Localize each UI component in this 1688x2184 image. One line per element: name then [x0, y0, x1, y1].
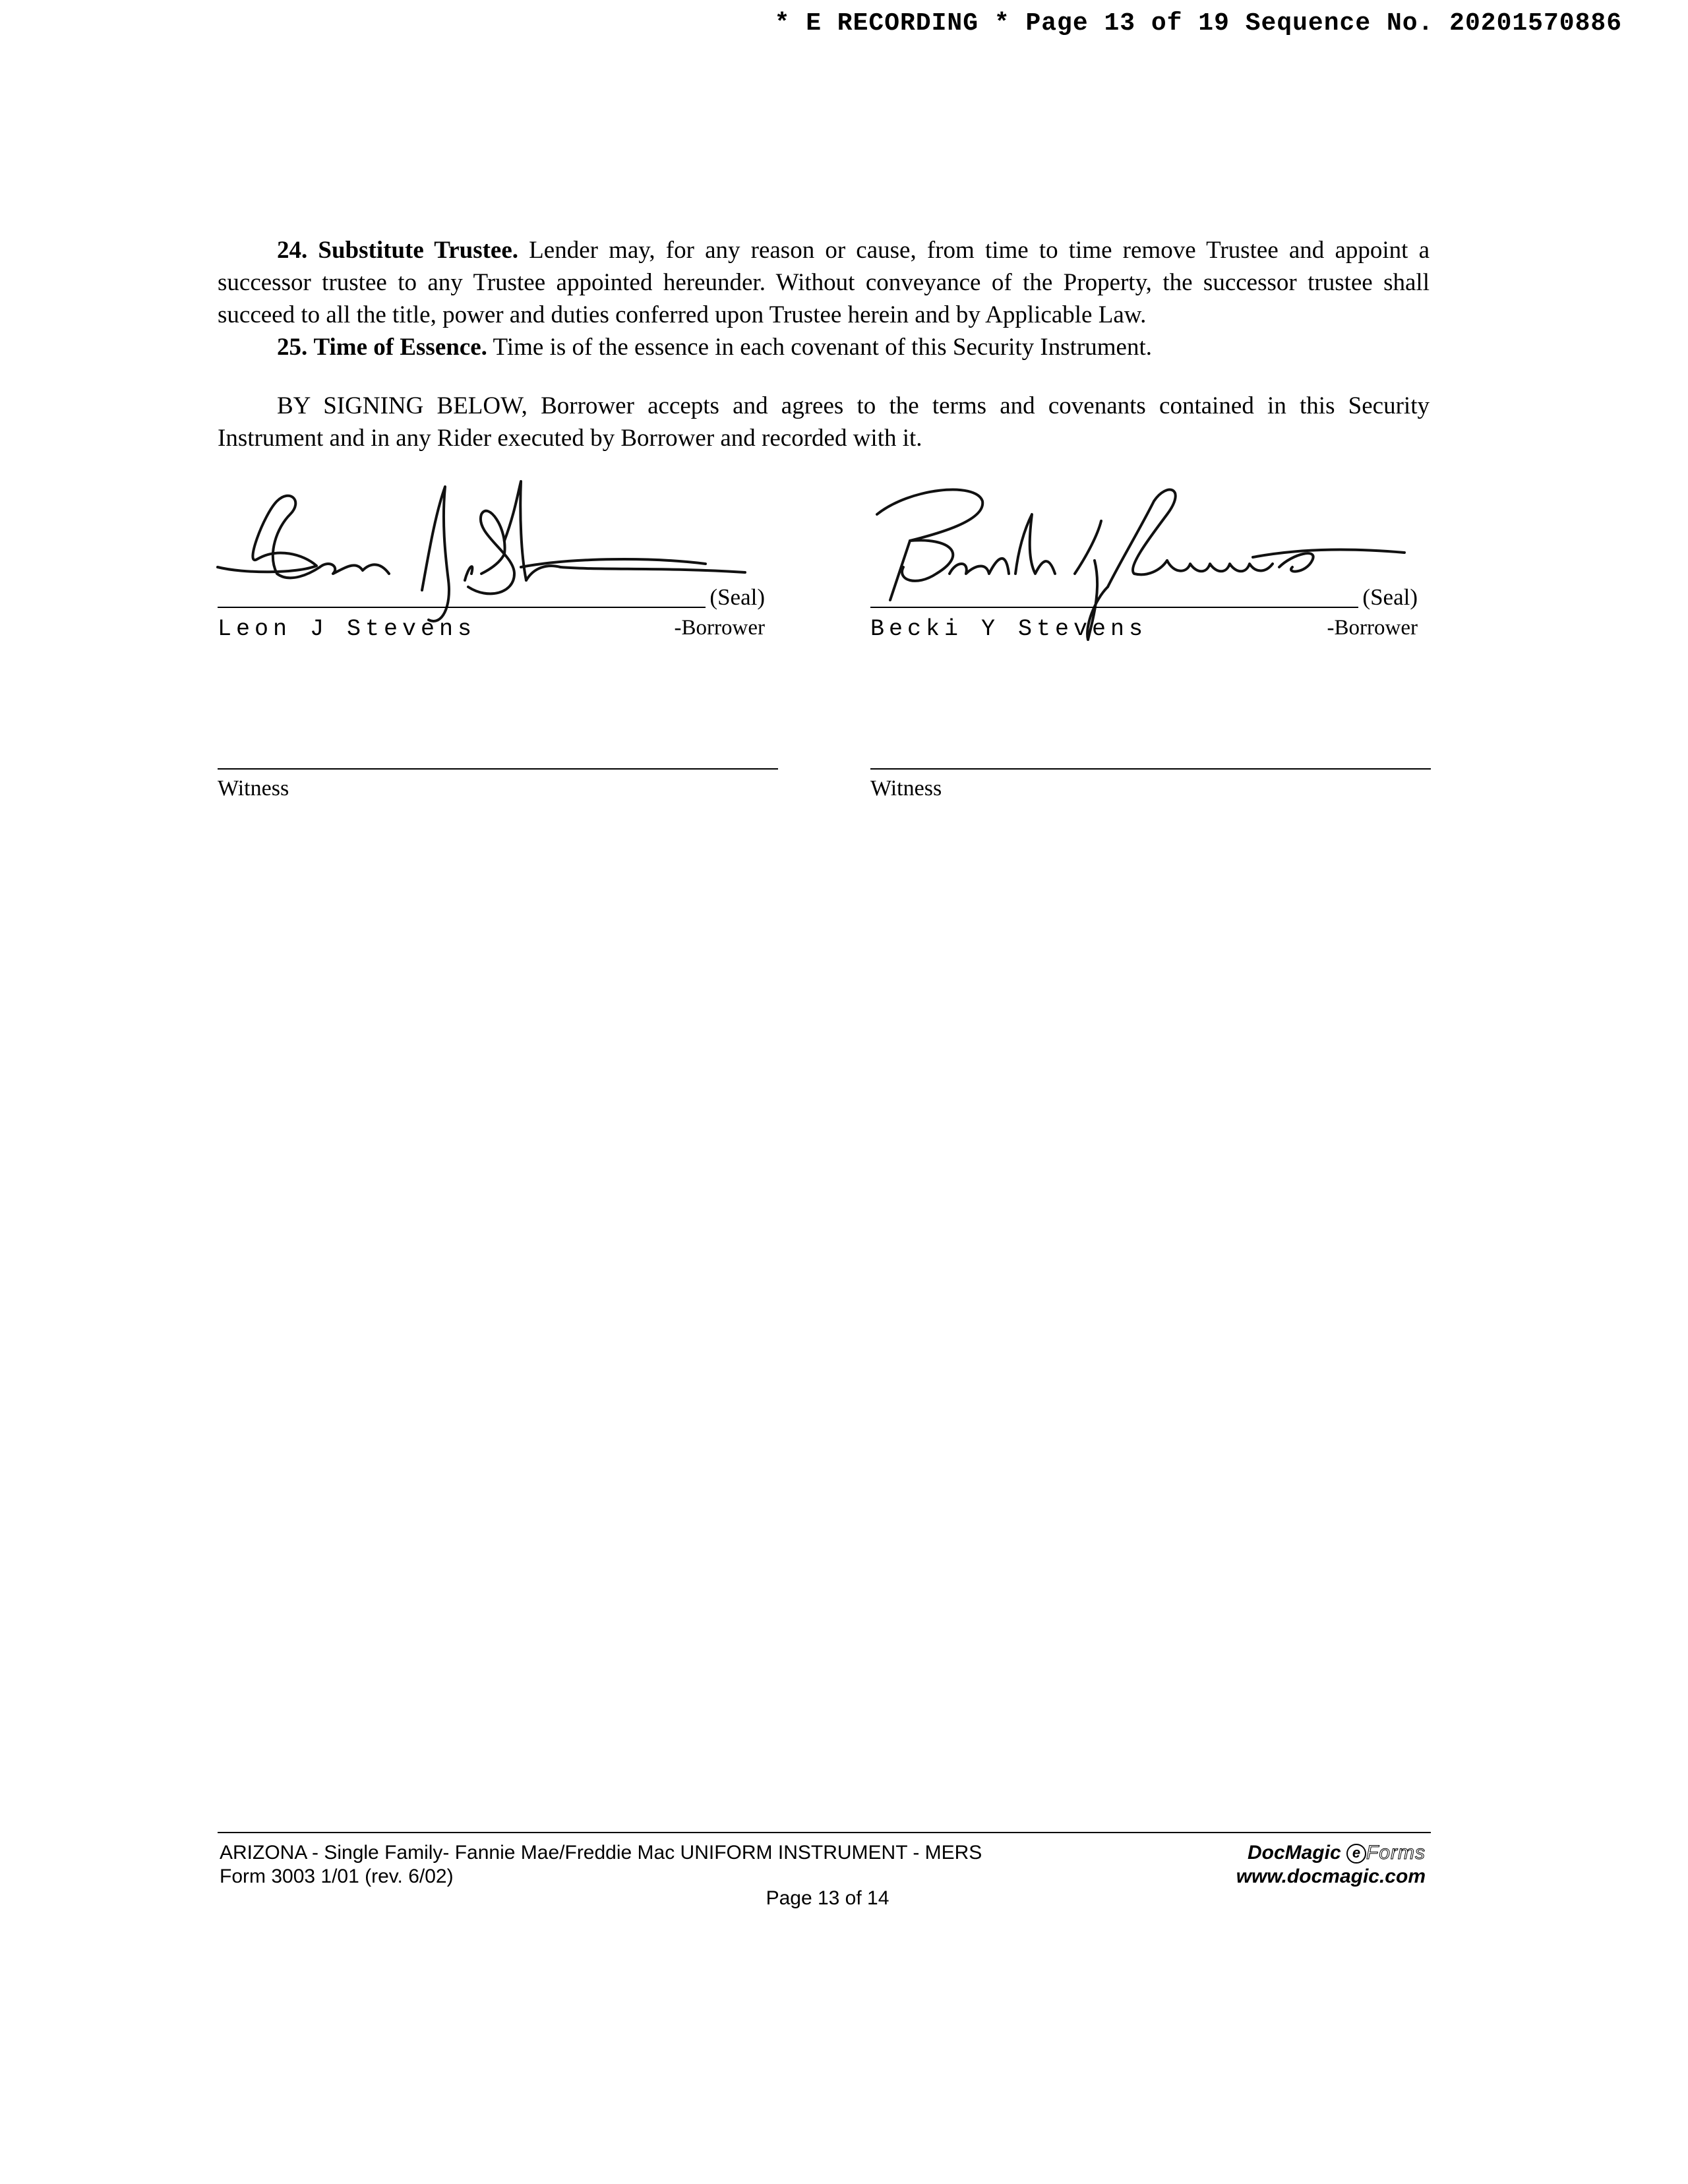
signature-line [218, 607, 706, 608]
clause-number: 24. [277, 237, 308, 264]
docmagic-brand [1134, 1841, 1426, 1889]
signature-line [870, 607, 1358, 608]
seal-label: (Seal) [709, 584, 765, 610]
witness-line [870, 768, 1431, 770]
clause-heading: Substitute Trustee. [318, 237, 519, 264]
clause-24 [218, 234, 1430, 331]
brand-logo [1134, 1841, 1426, 1865]
borrower-role: -Borrower [1327, 616, 1418, 640]
witness-block-2 [870, 768, 1431, 821]
signing-statement: BY SIGNING BELOW, Borrower accepts and agrees to the terms and covenants contained in this Security Instrument and in any Rider executed by Borrower and recorded with it. [218, 392, 1430, 452]
borrower-name: Leon J Stevens [218, 616, 477, 642]
witness-line [218, 768, 778, 770]
borrower-name: Becki Y Stevens [870, 616, 1148, 642]
eforms-e-icon: e [1346, 1844, 1366, 1864]
page-number: Page 13 of 14 [766, 1887, 889, 1909]
clause-heading: Time of Essence. [313, 334, 487, 361]
recording-header: * E RECORDING * Page 13 of 19 Sequence No. 20201570886 [774, 9, 1622, 38]
brand-website: www.docmagic.com [1236, 1866, 1426, 1887]
brand-name: DocMagic [1247, 1842, 1341, 1864]
form-number: Form 3003 1/01 (rev. 6/02) [220, 1866, 454, 1887]
footer-form-info [220, 1841, 982, 1889]
brand-forms: Forms [1366, 1842, 1426, 1864]
borrower-signature-block-2 [870, 475, 1418, 646]
witness-label: Witness [218, 776, 289, 801]
form-title: ARIZONA - Single Family- Fannie Mae/Freddie Mac UNIFORM INSTRUMENT - MERS [220, 1842, 982, 1864]
borrower-signature-block-1 [218, 475, 765, 646]
footer-divider [218, 1832, 1431, 1833]
witness-label: Witness [870, 776, 942, 801]
seal-label: (Seal) [1362, 584, 1418, 610]
clause-text: Lender may, for any reason or cause, from time to time remove Trustee and appoint a successor trustee to any Trustee appointed hereunder. Without conveyance of the Property, the successor trustee shall succeed to all the title, power and duties conferred upon Trustee herein and by Applicable Law. [218, 237, 1430, 328]
witness-block-1 [218, 768, 778, 821]
borrower-role: -Borrower [674, 616, 765, 640]
clause-number: 25. [277, 334, 308, 361]
clause-text: Time is of the essence in each covenant of this Security Instrument. [493, 334, 1152, 361]
clause-25 [218, 331, 1430, 363]
document-body [218, 234, 1430, 454]
